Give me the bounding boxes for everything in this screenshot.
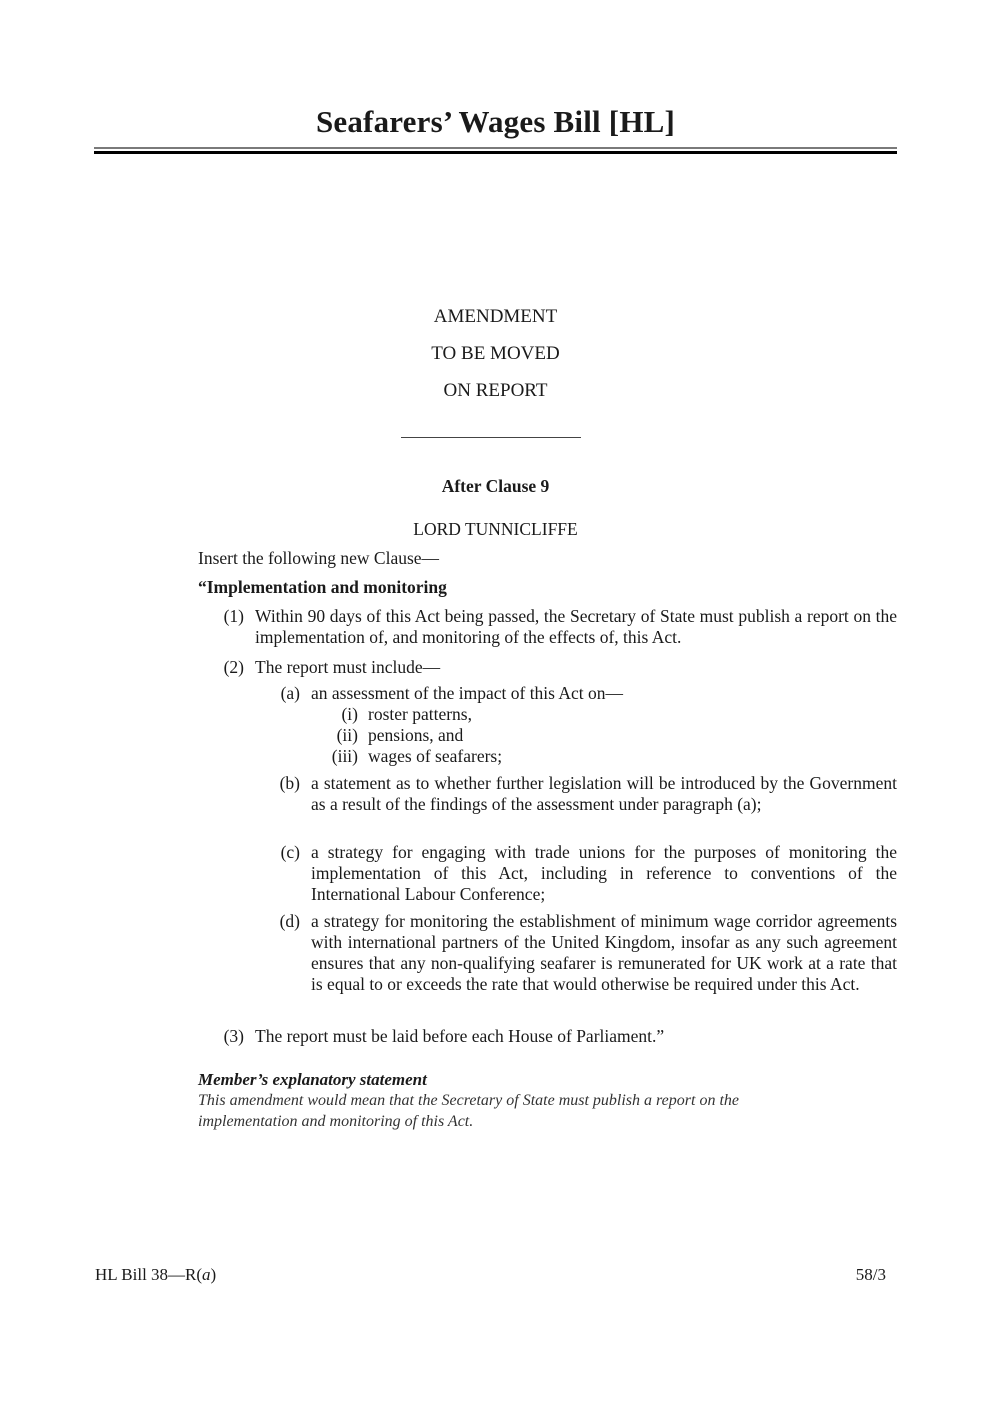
subparagraph-iii-number: (iii) — [331, 746, 358, 766]
subsection-2-number: (2) — [223, 657, 244, 677]
paragraph-b-text: a statement as to whether further legislation will be introduced by the Government as a result of the findings of the assessment under paragraph (a); — [311, 773, 897, 814]
subsection-3-number: (3) — [223, 1026, 244, 1046]
subsection-3-text: The report must be laid before each House of Parliament.” — [255, 1026, 665, 1046]
paragraph-a-text: an assessment of the impact of this Act on— — [311, 683, 624, 703]
paragraph-c-text: a strategy for engaging with trade unions for the purposes of monitoring the implementation of this Act, including in reference to conventions of the International Labour Conference; — [311, 842, 897, 904]
amendment-mover: LORD TUNNICLIFFE — [413, 519, 578, 539]
explanatory-statement-heading: Member’s explanatory statement — [198, 1070, 427, 1089]
bill-reference-prefix: HL Bill 38—R( — [95, 1265, 203, 1284]
subparagraph-i-text: roster patterns, — [368, 704, 472, 724]
paragraph-d-number: (d) — [279, 911, 300, 931]
subparagraph-ii-text: pensions, and — [368, 725, 464, 745]
title-rule-thin — [94, 147, 897, 149]
paragraph-a-number: (a) — [280, 683, 300, 703]
document-title: Seafarers’ Wages Bill [HL] — [315, 104, 676, 139]
paragraph-c-number: (c) — [280, 842, 300, 862]
subsection-1-number: (1) — [223, 606, 244, 626]
paragraph-b-number: (b) — [279, 773, 300, 793]
subparagraph-i-number: (i) — [341, 704, 358, 724]
heading-line-3: ON REPORT — [443, 380, 548, 401]
subsection-2-text: The report must include— — [255, 657, 441, 677]
section-divider — [401, 437, 581, 438]
amendment-position: After Clause 9 — [441, 476, 550, 496]
explanatory-statement-text: This amendment would mean that the Secretary of State must publish a report on the implementation and monitoring of this Act. — [198, 1092, 739, 1130]
bill-reference — [95, 1265, 216, 1285]
insert-instruction: Insert the following new Clause— — [198, 548, 440, 568]
title-rule-thick — [94, 151, 897, 154]
clause-heading: “Implementation and monitoring — [198, 577, 447, 597]
bill-reference-suffix: ) — [210, 1265, 217, 1284]
paragraph-d-text: a strategy for monitoring the establishment of minimum wage corridor agreements with international partners of the United Kingdom, insofar as any such agreement ensures that any non-qualifying seafarer is remunerated for UK work at a rate that is equal to or exceeds the rate that would otherwise be required under this Act. — [311, 911, 897, 994]
subparagraph-iii-text: wages of seafarers; — [368, 746, 503, 766]
subsection-1-text: Within 90 days of this Act being passed, the Secretary of State must publish a report on the implementation of, and monitoring of the effects of, this Act. — [255, 606, 897, 647]
page-reference: 58/3 — [855, 1265, 886, 1284]
subparagraph-ii-number: (ii) — [336, 725, 358, 745]
heading-line-1: AMENDMENT — [433, 306, 558, 327]
bill-reference-italic: a — [202, 1265, 211, 1284]
heading-line-2: TO BE MOVED — [431, 343, 560, 364]
